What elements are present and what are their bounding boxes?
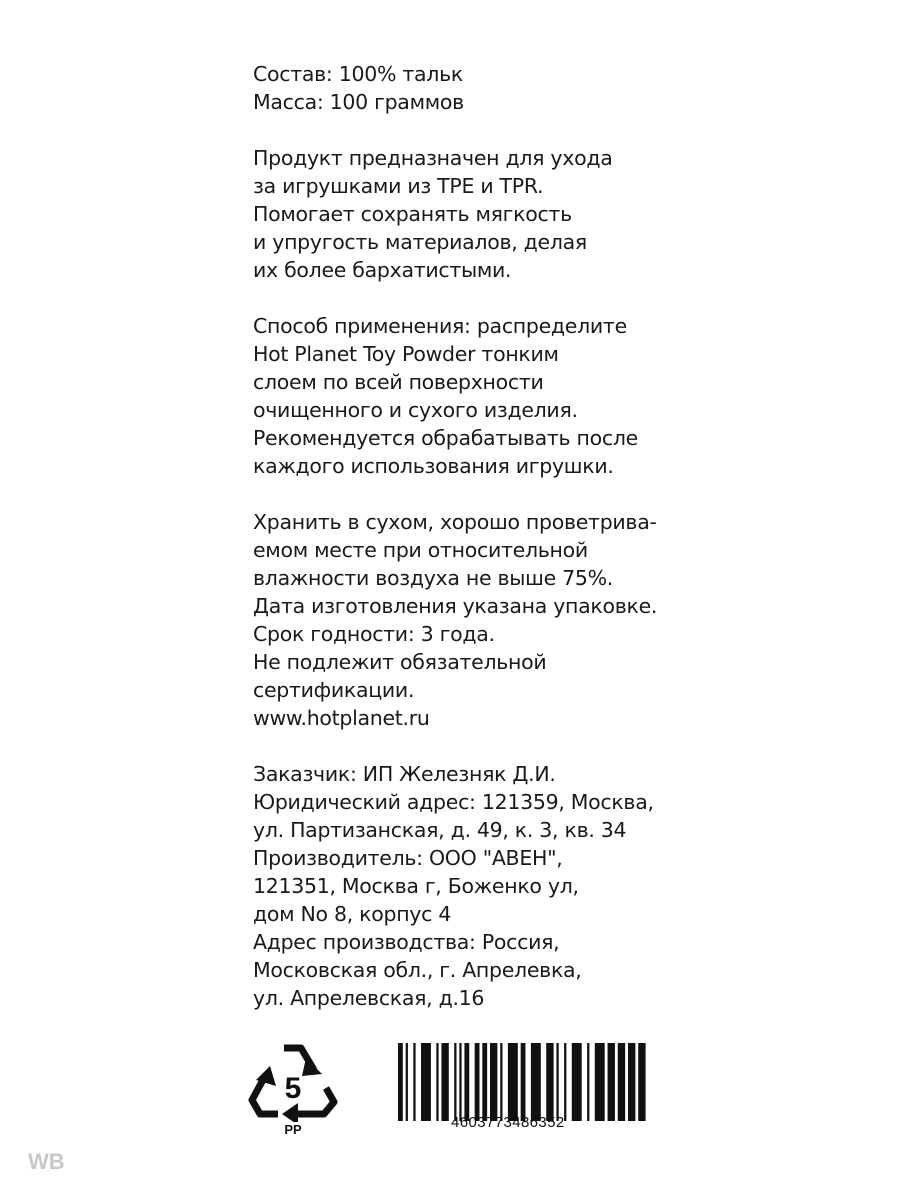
barcode-bar <box>618 1043 625 1121</box>
company-line: дом No 8, корпус 4 <box>253 902 452 926</box>
barcode-bar <box>500 1043 502 1121</box>
usage-line: Способ применения: распределите <box>253 314 627 338</box>
barcode-bar <box>436 1043 438 1121</box>
company-line: ул. Апрелевская, д.16 <box>253 986 485 1010</box>
barcode-bar <box>608 1043 615 1121</box>
company-line: Производитель: ООО "АВЕН", <box>253 846 563 870</box>
barcode-bar <box>556 1043 558 1121</box>
barcode-bar <box>464 1043 469 1121</box>
purpose-block <box>253 144 673 284</box>
storage-line: емом месте при относительной <box>253 538 588 562</box>
usage-line: Рекомендуется обрабатывать после <box>253 426 638 450</box>
composition-line: Состав: 100% тальк <box>253 62 463 86</box>
recycle-code: 5 <box>284 1072 302 1105</box>
usage-line: слоем по всей поверхности <box>253 370 544 394</box>
company-line: 121351, Москва г, Боженко ул, <box>253 874 579 898</box>
storage-line: Дата изготовления указана упаковке. <box>253 594 658 618</box>
barcode-bar <box>413 1043 415 1121</box>
company-block <box>253 760 673 1012</box>
barcode-bar <box>638 1043 645 1121</box>
usage-line: каждого использования игрушки. <box>253 454 614 478</box>
purpose-line: Продукт предназначен для ухода <box>253 146 613 170</box>
barcode-bar <box>459 1043 461 1121</box>
purpose-line: и упругость материалов, делая <box>253 230 587 254</box>
purpose-line: Помогает сохранять мягкость <box>253 202 572 226</box>
barcode-bar <box>406 1043 408 1121</box>
purpose-line: за игрушками из TPE и TPR. <box>253 174 544 198</box>
barcode-bar <box>546 1043 553 1121</box>
storage-line: сертификации. <box>253 678 415 702</box>
mass-line: Масса: 100 граммов <box>253 90 464 114</box>
storage-line: Хранить в сухом, хорошо проветрива- <box>253 510 657 534</box>
barcode-bar <box>531 1043 541 1121</box>
barcode-bar <box>564 1043 566 1121</box>
barcode-bar <box>628 1043 635 1121</box>
recycle-symbol <box>248 1040 338 1140</box>
recycle-triangle-icon <box>248 1040 338 1122</box>
barcode-bar <box>521 1043 526 1121</box>
barcode-bar <box>508 1043 518 1121</box>
usage-line: Hot Planet Toy Powder тонким <box>253 342 559 366</box>
barcode-bar <box>421 1043 431 1121</box>
recycle-material-label: PP <box>284 1122 302 1137</box>
barcode-bar <box>398 1043 403 1121</box>
barcode <box>398 1043 651 1121</box>
company-line: Адрес производства: Россия, <box>253 930 560 954</box>
barcode-bar <box>572 1043 582 1121</box>
purpose-line: их более бархатистыми. <box>253 258 512 282</box>
wb-watermark: WB <box>28 1149 65 1174</box>
barcode-bar <box>595 1043 605 1121</box>
barcode-bar <box>490 1043 497 1121</box>
company-line: Заказчик: ИП Железняк Д.И. <box>253 762 556 786</box>
composition-block <box>253 60 673 116</box>
company-line: ул. Партизанская, д. 49, к. 3, кв. 34 <box>253 818 627 842</box>
barcode-bar <box>454 1043 456 1121</box>
barcode-bar <box>587 1043 589 1121</box>
storage-block <box>253 508 673 732</box>
barcode-bar <box>441 1043 448 1121</box>
usage-block <box>253 312 673 480</box>
website-line: www.hotplanet.ru <box>253 706 430 730</box>
storage-line: Срок годности: 3 года. <box>253 622 495 646</box>
storage-line: Не подлежит обязательной <box>253 650 547 674</box>
product-label-text <box>253 60 673 1012</box>
storage-line: влажности воздуха не выше 75%. <box>253 566 614 590</box>
barcode-bar <box>482 1043 487 1121</box>
company-line: Юридический адрес: 121359, Москва, <box>253 790 654 814</box>
usage-line: очищенного и сухого изделия. <box>253 398 578 422</box>
company-line: Московская обл., г. Апрелевка, <box>253 958 582 982</box>
barcode-number: 4603773486352 <box>451 1114 565 1131</box>
barcode-bar <box>475 1043 480 1121</box>
